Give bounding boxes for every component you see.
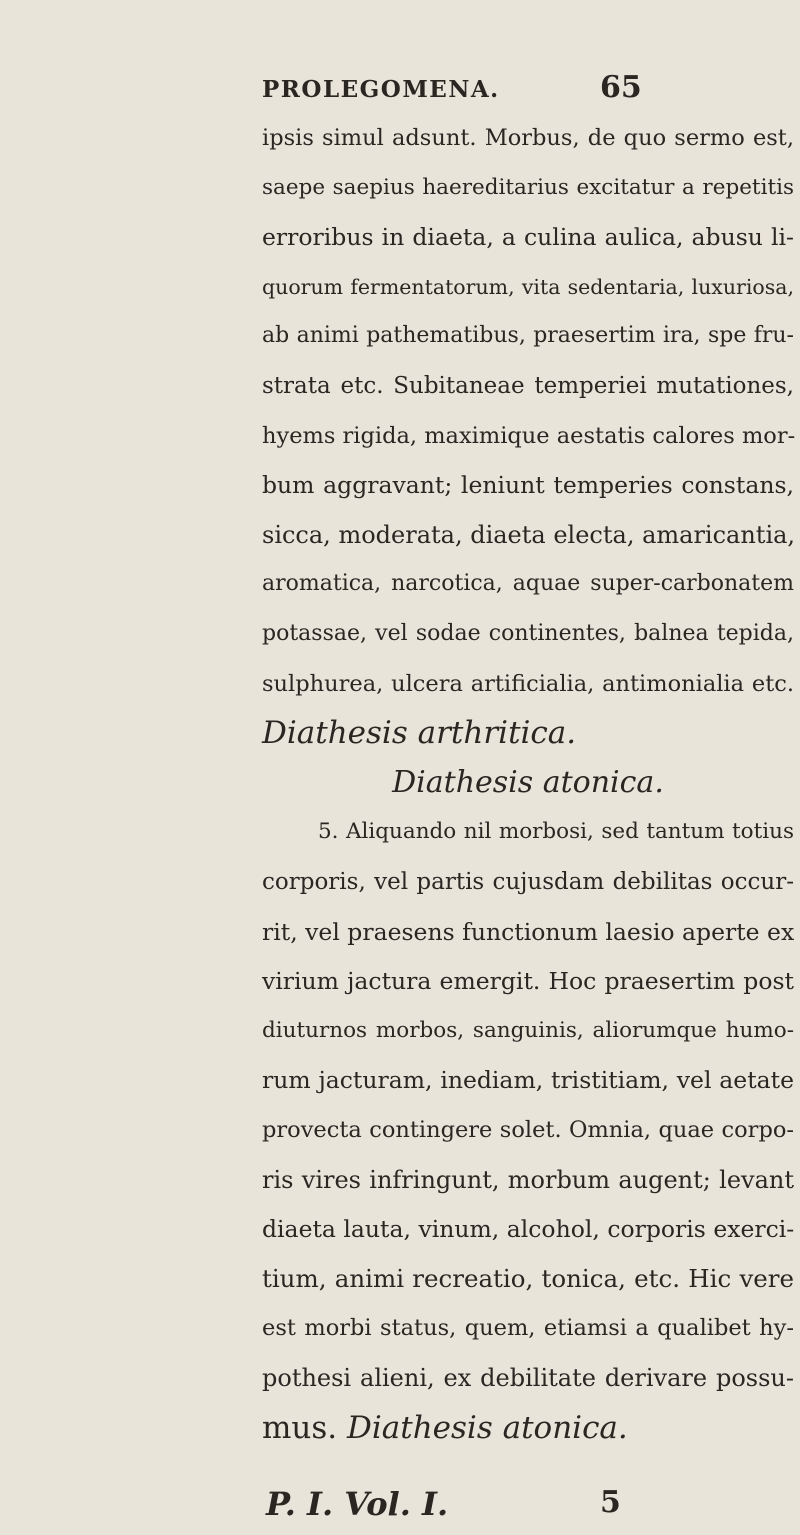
text-line (262, 1408, 794, 1448)
text-line: sulphurea, ulcera artificialia, antimonialia etc. (262, 670, 794, 697)
page-footer (0, 1485, 800, 1535)
text-line: ab animi pathematibus, praesertim ira, spe fru- (262, 323, 794, 349)
section-heading: Diathesis atonica. (392, 764, 664, 800)
text-line: est morbi status, quem, etiamsi a qualibet hy- (262, 1315, 794, 1342)
text-line: hyems rigida, maximique aestatis calores mor- (262, 422, 796, 449)
text-line: 5. Aliquando nil morbosi, sed tantum totius (318, 819, 794, 845)
text-line: diuturnos morbos, sanguinis, aliorumque humo- (262, 1017, 794, 1043)
text-line: tium, animi recreatio, tonica, etc. Hic vere (262, 1263, 794, 1293)
text-span: mus. (262, 1409, 347, 1446)
page-number: 65 (600, 70, 642, 105)
text-line: provecta contingere solet. Omnia, quae corpo- (262, 1117, 794, 1143)
text-line: saepe saepius haereditarius excitatur a repetitis (262, 174, 794, 200)
text-line: erroribus in diaeta, a culina aulica, abusu li- (262, 223, 794, 252)
page-header (0, 70, 800, 110)
text-line: corporis, vel partis cujusdam debilitas occur- (262, 869, 794, 895)
text-line: Diathesis arthritica. (262, 715, 577, 752)
text-line: potassae, vel sodae continentes, balnea tepida, (262, 621, 794, 646)
text-line: ipsis simul adsunt. Morbus, de quo sermo est, (262, 125, 794, 151)
text-line: strata etc. Subitaneae temperiei mutationes, (262, 373, 794, 399)
signature-mark: P. I. Vol. I. (266, 1485, 449, 1524)
text-line: quorum fermentatorum, vita sedentaria, luxuriosa, (262, 274, 794, 299)
text-line: sicca, moderata, diaeta electa, amaricantia, (262, 520, 796, 549)
text-line: bum aggravant; leniunt temperies constans, (262, 471, 794, 500)
text-line: pothesi alieni, ex debilitate derivare possu- (262, 1364, 794, 1392)
text-line: diaeta lauta, vinum, alcohol, corporis exerci- (262, 1215, 795, 1244)
text-line: rit, vel praesens functionum laesio aperte ex (262, 917, 795, 946)
sheet-number: 5 (600, 1485, 621, 1521)
text-line: virium jactura emergit. Hoc praesertim post (262, 967, 794, 996)
text-line: ris vires infringunt, morbum augent; levant (262, 1165, 794, 1194)
running-title: PROLEGOMENA. (262, 76, 500, 103)
text-line: aromatica, narcotica, aquae super-carbonatem (262, 571, 794, 597)
text-span-italic: Diathesis atonica. (346, 1409, 628, 1446)
text-line: rum jacturam, inediam, tristitiam, vel aetate (262, 1066, 794, 1095)
